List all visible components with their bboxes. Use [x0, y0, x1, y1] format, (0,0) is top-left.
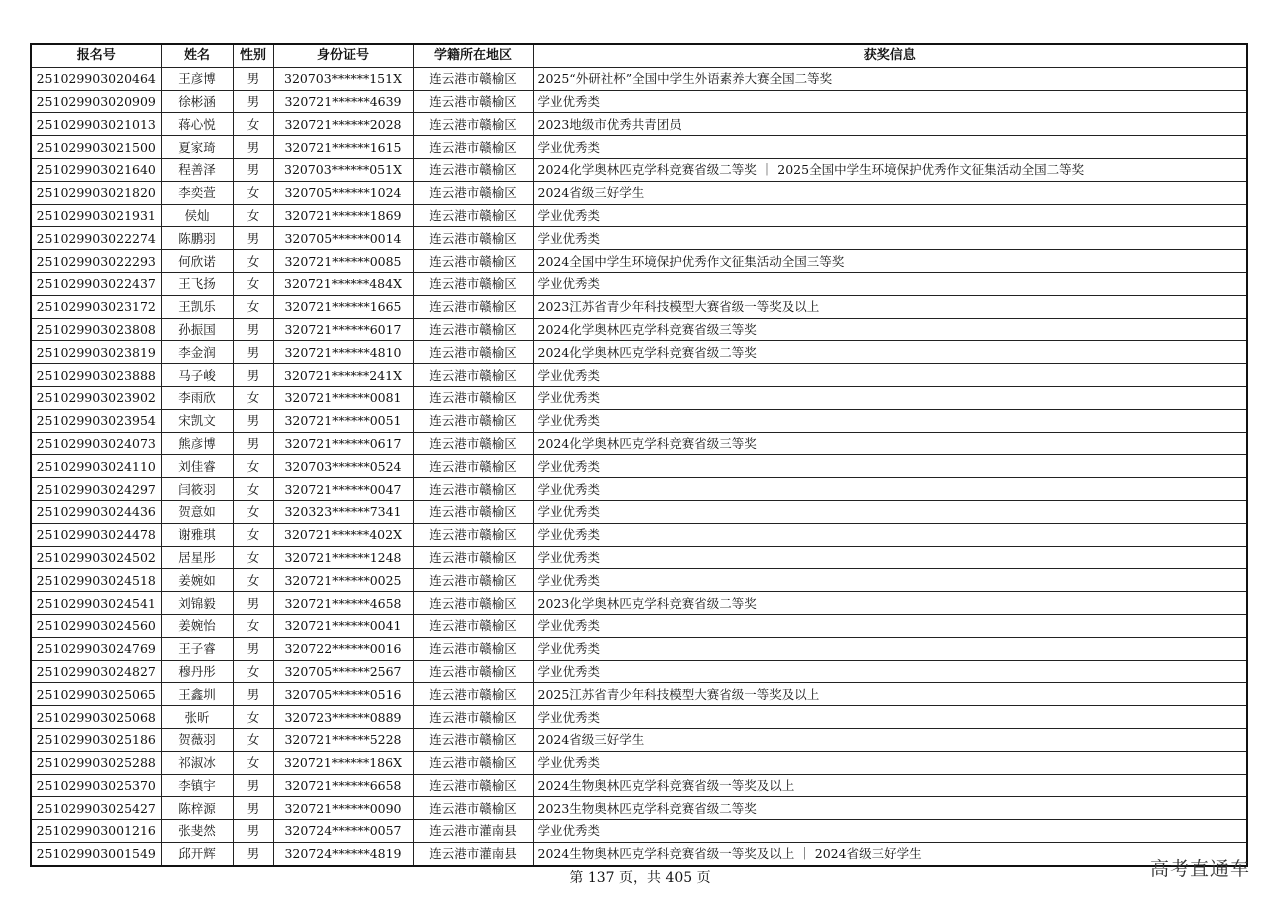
cell-id-number: 320721******1248 — [273, 546, 413, 569]
header-id-number: 身份证号 — [273, 44, 413, 67]
cell-id-number: 320721******0051 — [273, 409, 413, 432]
cell-id-number: 320721******4658 — [273, 592, 413, 615]
cell-award-info: 学业优秀类 — [533, 364, 1247, 387]
cell-award-info: 2024化学奥林匹克学科竞赛省级三等奖 — [533, 318, 1247, 341]
cell-award-info: 2023江苏省青少年科技模型大赛省级一等奖及以上 — [533, 295, 1247, 318]
header-region: 学籍所在地区 — [413, 44, 533, 67]
cell-region: 连云港市赣榆区 — [413, 432, 533, 455]
cell-region: 连云港市赣榆区 — [413, 204, 533, 227]
table-row — [31, 204, 1247, 227]
cell-registration-no: 251029903001549 — [31, 842, 161, 865]
table-row — [31, 250, 1247, 273]
table-row — [31, 432, 1247, 455]
table-row — [31, 136, 1247, 159]
cell-region: 连云港市赣榆区 — [413, 113, 533, 136]
cell-award-info: 学业优秀类 — [533, 614, 1247, 637]
cell-award-info: 学业优秀类 — [533, 500, 1247, 523]
cell-gender: 男 — [233, 409, 273, 432]
header-registration-no: 报名号 — [31, 44, 161, 67]
cell-region: 连云港市赣榆区 — [413, 455, 533, 478]
cell-registration-no: 251029903023808 — [31, 318, 161, 341]
cell-registration-no: 251029903024502 — [31, 546, 161, 569]
cell-id-number: 320723******0889 — [273, 706, 413, 729]
cell-region: 连云港市赣榆区 — [413, 364, 533, 387]
cell-award-info: 2024生物奥林匹克学科竞赛省级一等奖及以上 — [533, 774, 1247, 797]
cell-name: 张斐然 — [161, 820, 233, 843]
cell-name: 穆丹彤 — [161, 660, 233, 683]
cell-id-number: 320721******1615 — [273, 136, 413, 159]
cell-registration-no: 251029903021820 — [31, 181, 161, 204]
cell-award-info: 学业优秀类 — [533, 227, 1247, 250]
cell-gender: 男 — [233, 797, 273, 820]
cell-region: 连云港市灌南县 — [413, 842, 533, 865]
cell-gender: 女 — [233, 706, 273, 729]
header-name: 姓名 — [161, 44, 233, 67]
table-header-row — [31, 44, 1247, 67]
cell-gender: 女 — [233, 660, 273, 683]
cell-name: 谢雅琪 — [161, 523, 233, 546]
cell-name: 李雨欣 — [161, 386, 233, 409]
cell-region: 连云港市赣榆区 — [413, 683, 533, 706]
table-row — [31, 614, 1247, 637]
table-row — [31, 683, 1247, 706]
table-row — [31, 478, 1247, 501]
cell-gender: 女 — [233, 751, 273, 774]
cell-award-info: 2024化学奥林匹克学科竞赛省级二等奖 — [533, 341, 1247, 364]
cell-name: 何欣诺 — [161, 250, 233, 273]
cell-registration-no: 251029903021640 — [31, 158, 161, 181]
cell-id-number: 320721******6017 — [273, 318, 413, 341]
cell-id-number: 320721******1869 — [273, 204, 413, 227]
table-row — [31, 318, 1247, 341]
cell-gender: 女 — [233, 250, 273, 273]
cell-registration-no: 251029903023172 — [31, 295, 161, 318]
cell-gender: 男 — [233, 318, 273, 341]
cell-name: 李奕萱 — [161, 181, 233, 204]
table-row — [31, 455, 1247, 478]
cell-id-number: 320705******2567 — [273, 660, 413, 683]
cell-award-info: 2023生物奥林匹克学科竞赛省级二等奖 — [533, 797, 1247, 820]
table-row — [31, 592, 1247, 615]
cell-region: 连云港市赣榆区 — [413, 136, 533, 159]
cell-id-number: 320721******0041 — [273, 614, 413, 637]
cell-gender: 男 — [233, 592, 273, 615]
cell-id-number: 320721******5228 — [273, 728, 413, 751]
cell-name: 徐彬涵 — [161, 90, 233, 113]
roster-body — [31, 67, 1247, 865]
cell-name: 邱开辉 — [161, 842, 233, 865]
cell-award-info: 2025江苏省青少年科技模型大赛省级一等奖及以上 — [533, 683, 1247, 706]
cell-id-number: 320721******2028 — [273, 113, 413, 136]
cell-region: 连云港市赣榆区 — [413, 478, 533, 501]
cell-region: 连云港市赣榆区 — [413, 546, 533, 569]
cell-name: 王凯乐 — [161, 295, 233, 318]
cell-id-number: 320721******0047 — [273, 478, 413, 501]
cell-region: 连云港市赣榆区 — [413, 797, 533, 820]
cell-registration-no: 251029903024073 — [31, 432, 161, 455]
cell-gender: 女 — [233, 546, 273, 569]
cell-region: 连云港市赣榆区 — [413, 386, 533, 409]
cell-id-number: 320721******0617 — [273, 432, 413, 455]
cell-award-info: 2024全国中学生环境保护优秀作文征集活动全国三等奖 — [533, 250, 1247, 273]
table-row — [31, 728, 1247, 751]
cell-registration-no: 251029903023902 — [31, 386, 161, 409]
cell-gender: 女 — [233, 295, 273, 318]
cell-region: 连云港市赣榆区 — [413, 751, 533, 774]
table-row — [31, 797, 1247, 820]
cell-id-number: 320721******1665 — [273, 295, 413, 318]
cell-name: 刘佳睿 — [161, 455, 233, 478]
cell-id-number: 320721******0025 — [273, 569, 413, 592]
cell-name: 居星彤 — [161, 546, 233, 569]
cell-registration-no: 251029903020464 — [31, 67, 161, 90]
cell-id-number: 320705******0014 — [273, 227, 413, 250]
cell-registration-no: 251029903024560 — [31, 614, 161, 637]
cell-name: 闫筱羽 — [161, 478, 233, 501]
table-row — [31, 706, 1247, 729]
cell-award-info: 学业优秀类 — [533, 455, 1247, 478]
cell-gender: 女 — [233, 500, 273, 523]
cell-gender: 女 — [233, 204, 273, 227]
cell-award-info: 学业优秀类 — [533, 820, 1247, 843]
cell-registration-no: 251029903020909 — [31, 90, 161, 113]
cell-award-info: 学业优秀类 — [533, 272, 1247, 295]
cell-award-info: 学业优秀类 — [533, 136, 1247, 159]
cell-registration-no: 251029903024518 — [31, 569, 161, 592]
cell-region: 连云港市赣榆区 — [413, 774, 533, 797]
cell-id-number: 320705******1024 — [273, 181, 413, 204]
table-row — [31, 364, 1247, 387]
table-row — [31, 774, 1247, 797]
cell-region: 连云港市赣榆区 — [413, 158, 533, 181]
cell-gender: 男 — [233, 637, 273, 660]
cell-name: 李镇宇 — [161, 774, 233, 797]
cell-award-info: 2024省级三好学生 — [533, 728, 1247, 751]
cell-registration-no: 251029903023819 — [31, 341, 161, 364]
cell-region: 连云港市赣榆区 — [413, 250, 533, 273]
cell-registration-no: 251029903021013 — [31, 113, 161, 136]
cell-award-info: 学业优秀类 — [533, 386, 1247, 409]
cell-name: 夏家琦 — [161, 136, 233, 159]
cell-award-info: 学业优秀类 — [533, 546, 1247, 569]
cell-award-info: 学业优秀类 — [533, 409, 1247, 432]
cell-name: 熊彦博 — [161, 432, 233, 455]
cell-id-number: 320323******7341 — [273, 500, 413, 523]
cell-award-info: 学业优秀类 — [533, 204, 1247, 227]
cell-id-number: 320703******151X — [273, 67, 413, 90]
cell-gender: 男 — [233, 341, 273, 364]
cell-award-info: 学业优秀类 — [533, 706, 1247, 729]
cell-region: 连云港市赣榆区 — [413, 341, 533, 364]
cell-name: 张昕 — [161, 706, 233, 729]
cell-registration-no: 251029903024827 — [31, 660, 161, 683]
table-row — [31, 67, 1247, 90]
cell-registration-no: 251029903022293 — [31, 250, 161, 273]
cell-gender: 女 — [233, 386, 273, 409]
cell-region: 连云港市赣榆区 — [413, 569, 533, 592]
cell-name: 孙振国 — [161, 318, 233, 341]
cell-region: 连云港市赣榆区 — [413, 614, 533, 637]
cell-name: 王彦博 — [161, 67, 233, 90]
cell-gender: 女 — [233, 113, 273, 136]
cell-name: 程善泽 — [161, 158, 233, 181]
table-row — [31, 569, 1247, 592]
cell-award-info: 学业优秀类 — [533, 660, 1247, 683]
cell-award-info: 2023化学奥林匹克学科竞赛省级二等奖 — [533, 592, 1247, 615]
cell-id-number: 320703******0524 — [273, 455, 413, 478]
cell-id-number: 320721******402X — [273, 523, 413, 546]
cell-gender: 男 — [233, 683, 273, 706]
cell-id-number: 320721******186X — [273, 751, 413, 774]
cell-registration-no: 251029903025068 — [31, 706, 161, 729]
table-row — [31, 158, 1247, 181]
table-row — [31, 523, 1247, 546]
cell-name: 姜婉如 — [161, 569, 233, 592]
cell-gender: 男 — [233, 432, 273, 455]
cell-region: 连云港市赣榆区 — [413, 67, 533, 90]
table-row — [31, 272, 1247, 295]
cell-name: 马子峻 — [161, 364, 233, 387]
cell-region: 连云港市灌南县 — [413, 820, 533, 843]
cell-id-number: 320724******4819 — [273, 842, 413, 865]
cell-id-number: 320724******0057 — [273, 820, 413, 843]
cell-award-info: 2024化学奥林匹克学科竞赛省级三等奖 — [533, 432, 1247, 455]
cell-id-number: 320721******0090 — [273, 797, 413, 820]
table-row — [31, 295, 1247, 318]
table-row — [31, 546, 1247, 569]
cell-id-number: 320721******4810 — [273, 341, 413, 364]
cell-name: 王鑫圳 — [161, 683, 233, 706]
cell-registration-no: 251029903025065 — [31, 683, 161, 706]
cell-registration-no: 251029903021500 — [31, 136, 161, 159]
cell-region: 连云港市赣榆区 — [413, 706, 533, 729]
cell-name: 姜婉怡 — [161, 614, 233, 637]
table-row — [31, 751, 1247, 774]
cell-gender: 男 — [233, 774, 273, 797]
roster-sheet — [30, 43, 1248, 867]
cell-name: 王子睿 — [161, 637, 233, 660]
cell-name: 刘锦毅 — [161, 592, 233, 615]
cell-region: 连云港市赣榆区 — [413, 295, 533, 318]
cell-award-info: 学业优秀类 — [533, 478, 1247, 501]
cell-registration-no: 251029903024436 — [31, 500, 161, 523]
cell-id-number: 320721******241X — [273, 364, 413, 387]
table-row — [31, 842, 1247, 865]
cell-gender: 女 — [233, 728, 273, 751]
table-row — [31, 386, 1247, 409]
cell-name: 蒋心悦 — [161, 113, 233, 136]
cell-gender: 男 — [233, 136, 273, 159]
cell-id-number: 320703******051X — [273, 158, 413, 181]
cell-registration-no: 251029903024478 — [31, 523, 161, 546]
watermark-text: 高考直通车 — [1149, 858, 1250, 880]
cell-gender: 女 — [233, 523, 273, 546]
cell-name: 王飞扬 — [161, 272, 233, 295]
cell-name: 陈梓源 — [161, 797, 233, 820]
cell-registration-no: 251029903023954 — [31, 409, 161, 432]
cell-gender: 男 — [233, 158, 273, 181]
cell-award-info: 学业优秀类 — [533, 569, 1247, 592]
cell-name: 侯灿 — [161, 204, 233, 227]
cell-region: 连云港市赣榆区 — [413, 227, 533, 250]
roster-table — [30, 43, 1248, 867]
cell-gender: 男 — [233, 227, 273, 250]
table-row — [31, 500, 1247, 523]
table-row — [31, 181, 1247, 204]
cell-gender: 女 — [233, 272, 273, 295]
cell-gender: 男 — [233, 364, 273, 387]
cell-region: 连云港市赣榆区 — [413, 592, 533, 615]
cell-region: 连云港市赣榆区 — [413, 728, 533, 751]
cell-award-info: 学业优秀类 — [533, 523, 1247, 546]
cell-gender: 男 — [233, 67, 273, 90]
cell-region: 连云港市赣榆区 — [413, 660, 533, 683]
cell-award-info: 2024化学奥林匹克学科竞赛省级二等奖 ｜ 2025全国中学生环境保护优秀作文征集活动全国二等奖 — [533, 158, 1247, 181]
cell-registration-no: 251029903025288 — [31, 751, 161, 774]
cell-award-info: 2024省级三好学生 — [533, 181, 1247, 204]
cell-name: 李金润 — [161, 341, 233, 364]
cell-gender: 女 — [233, 455, 273, 478]
cell-region: 连云港市赣榆区 — [413, 318, 533, 341]
cell-award-info: 2023地级市优秀共青团员 — [533, 113, 1247, 136]
cell-name: 宋凯文 — [161, 409, 233, 432]
cell-registration-no: 251029903025186 — [31, 728, 161, 751]
cell-award-info: 2024生物奥林匹克学科竞赛省级一等奖及以上 ｜ 2024省级三好学生 — [533, 842, 1247, 865]
cell-id-number: 320721******0081 — [273, 386, 413, 409]
cell-registration-no: 251029903021931 — [31, 204, 161, 227]
cell-region: 连云港市赣榆区 — [413, 523, 533, 546]
table-row — [31, 637, 1247, 660]
cell-id-number: 320721******484X — [273, 272, 413, 295]
cell-award-info: 2025“外研社杯”全国中学生外语素养大赛全国二等奖 — [533, 67, 1247, 90]
header-gender: 性别 — [233, 44, 273, 67]
cell-gender: 女 — [233, 614, 273, 637]
page-number-footer: 第 137 页，共 405 页 — [569, 870, 711, 886]
cell-name: 贺薇羽 — [161, 728, 233, 751]
cell-region: 连云港市赣榆区 — [413, 637, 533, 660]
cell-award-info: 学业优秀类 — [533, 637, 1247, 660]
cell-name: 贺意如 — [161, 500, 233, 523]
cell-registration-no: 251029903024110 — [31, 455, 161, 478]
cell-registration-no: 251029903025427 — [31, 797, 161, 820]
cell-id-number: 320721******4639 — [273, 90, 413, 113]
cell-gender: 女 — [233, 181, 273, 204]
table-row — [31, 90, 1247, 113]
cell-registration-no: 251029903024541 — [31, 592, 161, 615]
cell-registration-no: 251029903025370 — [31, 774, 161, 797]
cell-region: 连云港市赣榆区 — [413, 272, 533, 295]
cell-registration-no: 251029903024769 — [31, 637, 161, 660]
cell-id-number: 320705******0516 — [273, 683, 413, 706]
cell-region: 连云港市赣榆区 — [413, 409, 533, 432]
cell-region: 连云港市赣榆区 — [413, 90, 533, 113]
header-award-info: 获奖信息 — [533, 44, 1247, 67]
table-row — [31, 660, 1247, 683]
table-row — [31, 820, 1247, 843]
cell-registration-no: 251029903001216 — [31, 820, 161, 843]
cell-name: 陈鹏羽 — [161, 227, 233, 250]
cell-region: 连云港市赣榆区 — [413, 181, 533, 204]
cell-region: 连云港市赣榆区 — [413, 500, 533, 523]
cell-gender: 男 — [233, 820, 273, 843]
cell-id-number: 320721******6658 — [273, 774, 413, 797]
cell-id-number: 320721******0085 — [273, 250, 413, 273]
cell-registration-no: 251029903024297 — [31, 478, 161, 501]
cell-gender: 女 — [233, 478, 273, 501]
table-row — [31, 227, 1247, 250]
cell-id-number: 320722******0016 — [273, 637, 413, 660]
table-row — [31, 409, 1247, 432]
cell-registration-no: 251029903022274 — [31, 227, 161, 250]
cell-gender: 男 — [233, 842, 273, 865]
cell-gender: 女 — [233, 569, 273, 592]
cell-registration-no: 251029903023888 — [31, 364, 161, 387]
table-row — [31, 113, 1247, 136]
cell-award-info: 学业优秀类 — [533, 751, 1247, 774]
cell-gender: 男 — [233, 90, 273, 113]
cell-award-info: 学业优秀类 — [533, 90, 1247, 113]
table-row — [31, 341, 1247, 364]
cell-registration-no: 251029903022437 — [31, 272, 161, 295]
cell-name: 祁淑冰 — [161, 751, 233, 774]
